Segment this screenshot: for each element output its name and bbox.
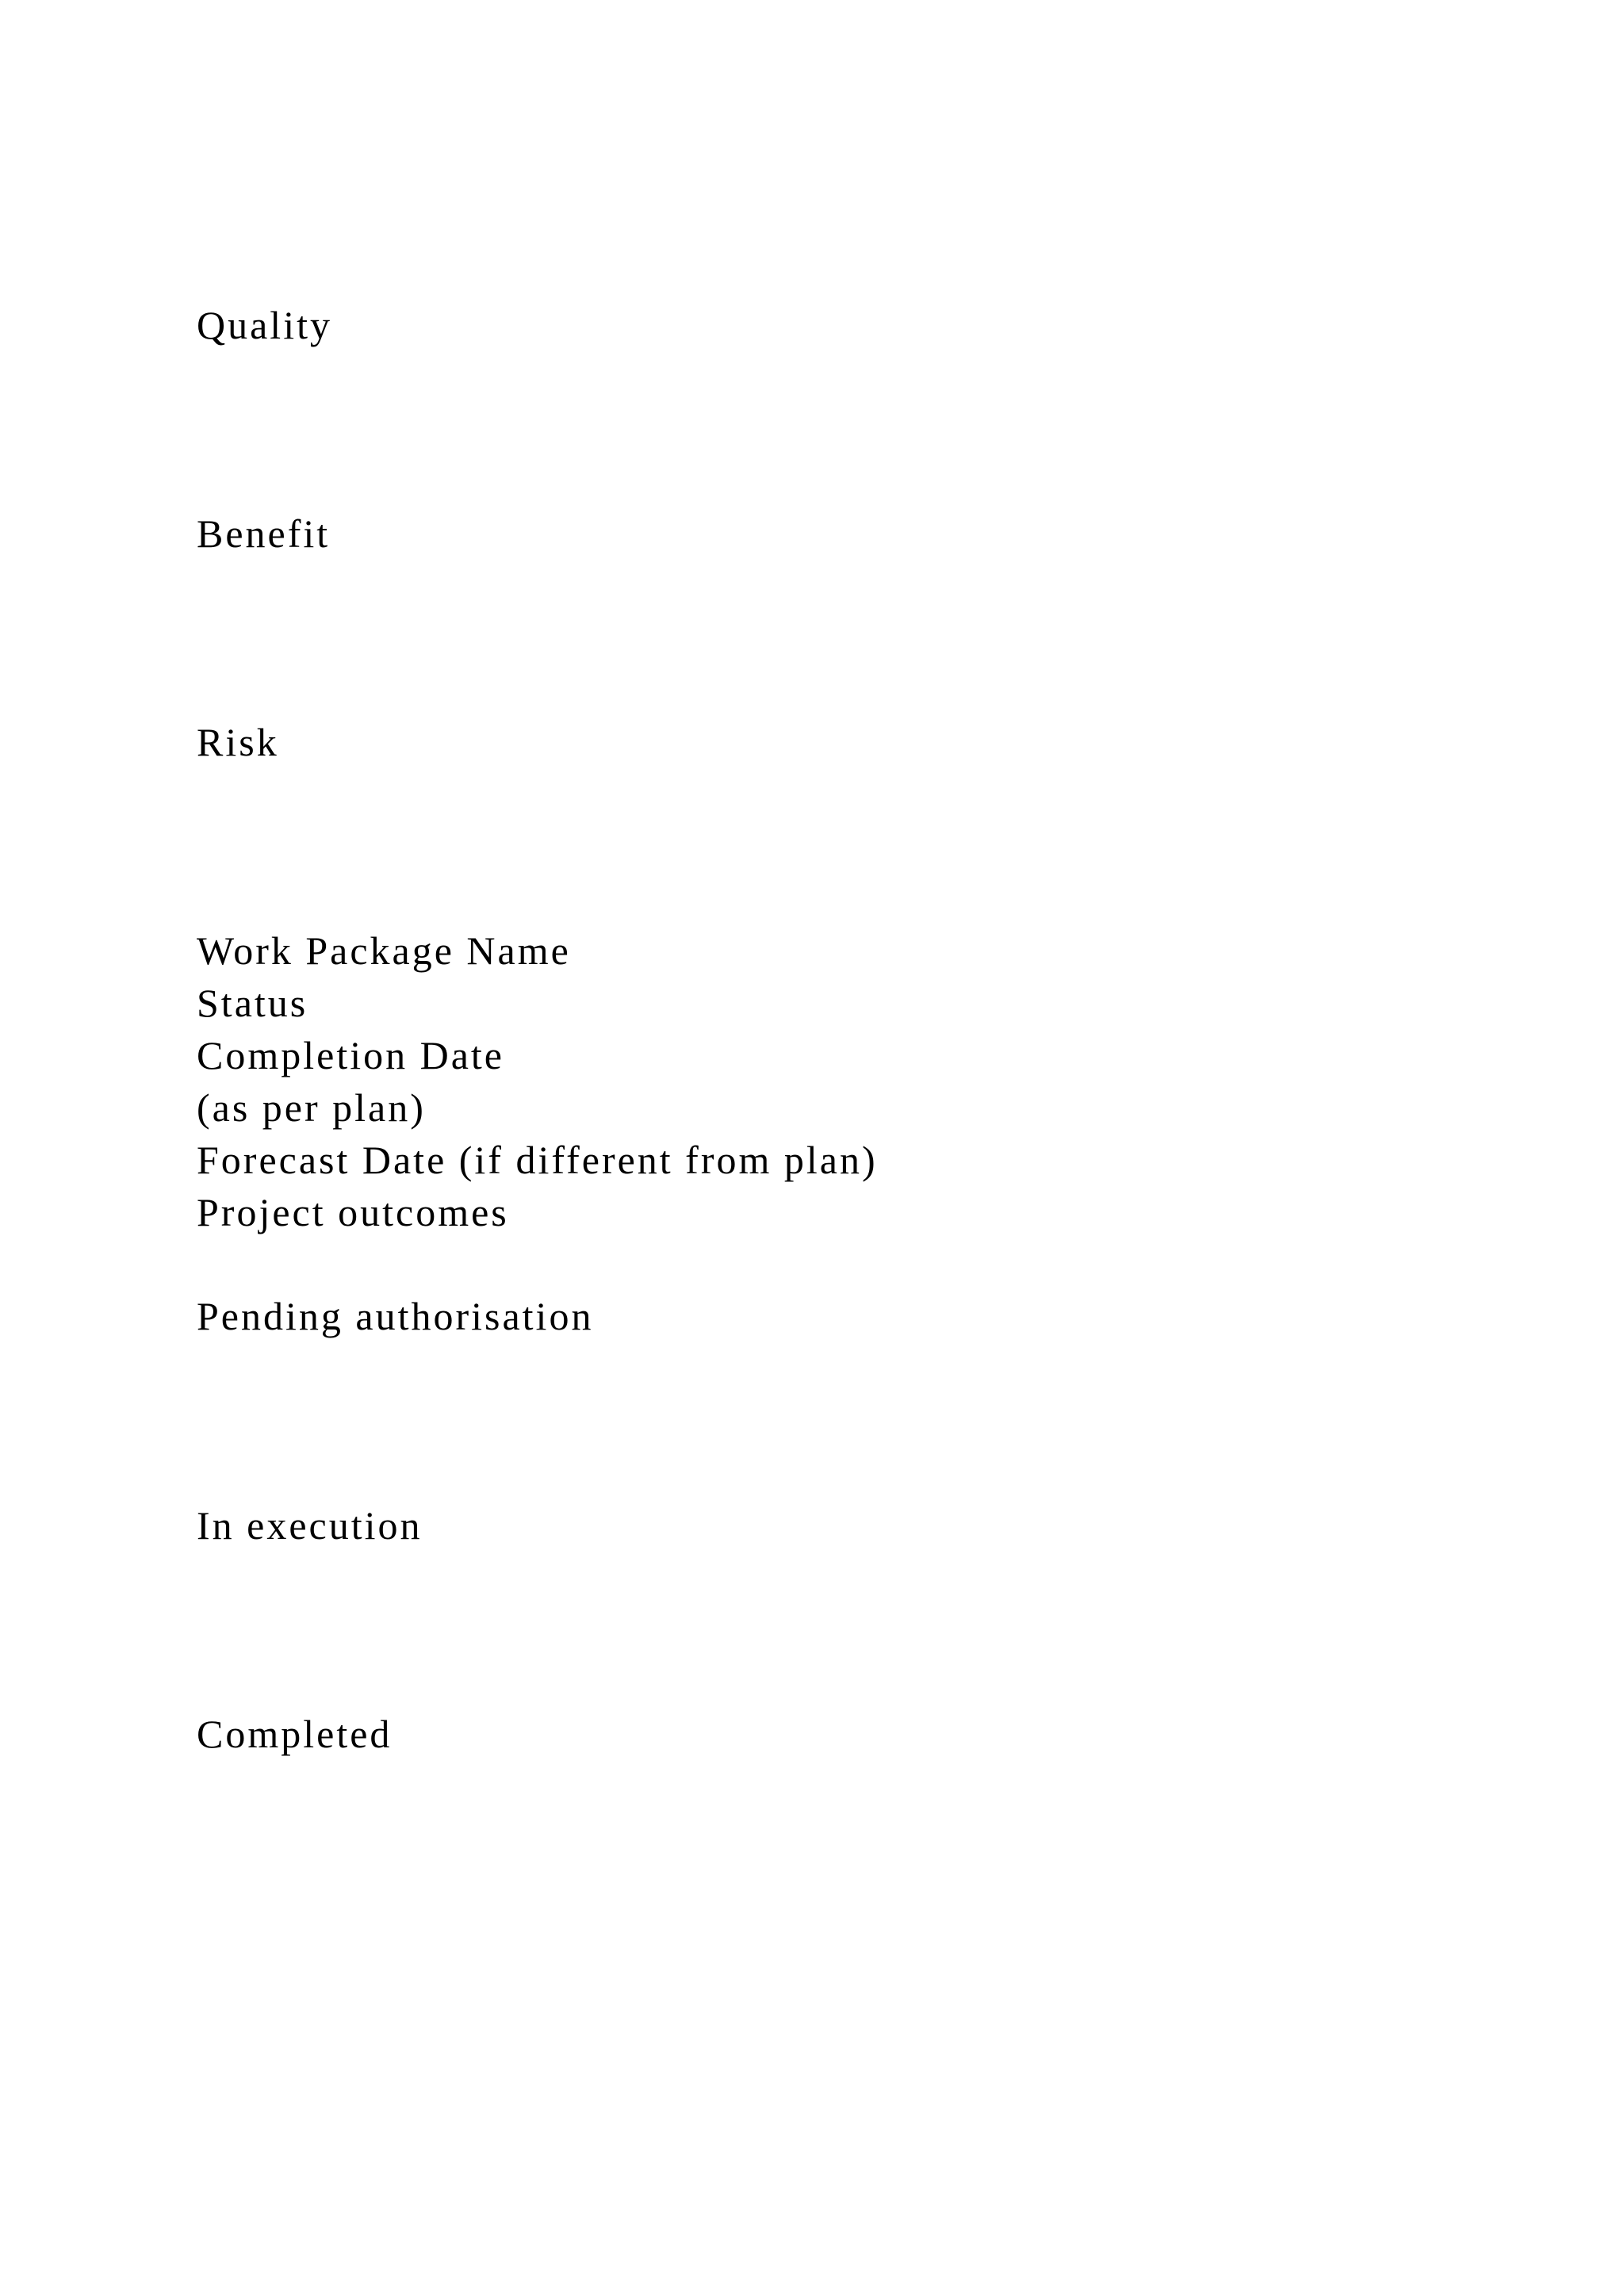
column-header-project-outcomes: Project outcomes xyxy=(197,1190,509,1234)
status-completed: Completed xyxy=(197,1712,393,1756)
section-heading-quality: Quality xyxy=(197,303,332,347)
status-pending-authorisation: Pending authorisation xyxy=(197,1294,594,1338)
section-heading-risk: Risk xyxy=(197,720,279,764)
column-header-status: Status xyxy=(197,981,308,1025)
column-header-work-package-name: Work Package Name xyxy=(197,928,571,973)
status-in-execution: In execution xyxy=(197,1503,423,1548)
column-header-completion-date-note: (as per plan) xyxy=(197,1085,426,1130)
section-heading-benefit: Benefit xyxy=(197,511,331,556)
column-header-completion-date: Completion Date xyxy=(197,1033,504,1077)
column-header-forecast-date: Forecast Date (if different from plan) xyxy=(197,1138,878,1182)
